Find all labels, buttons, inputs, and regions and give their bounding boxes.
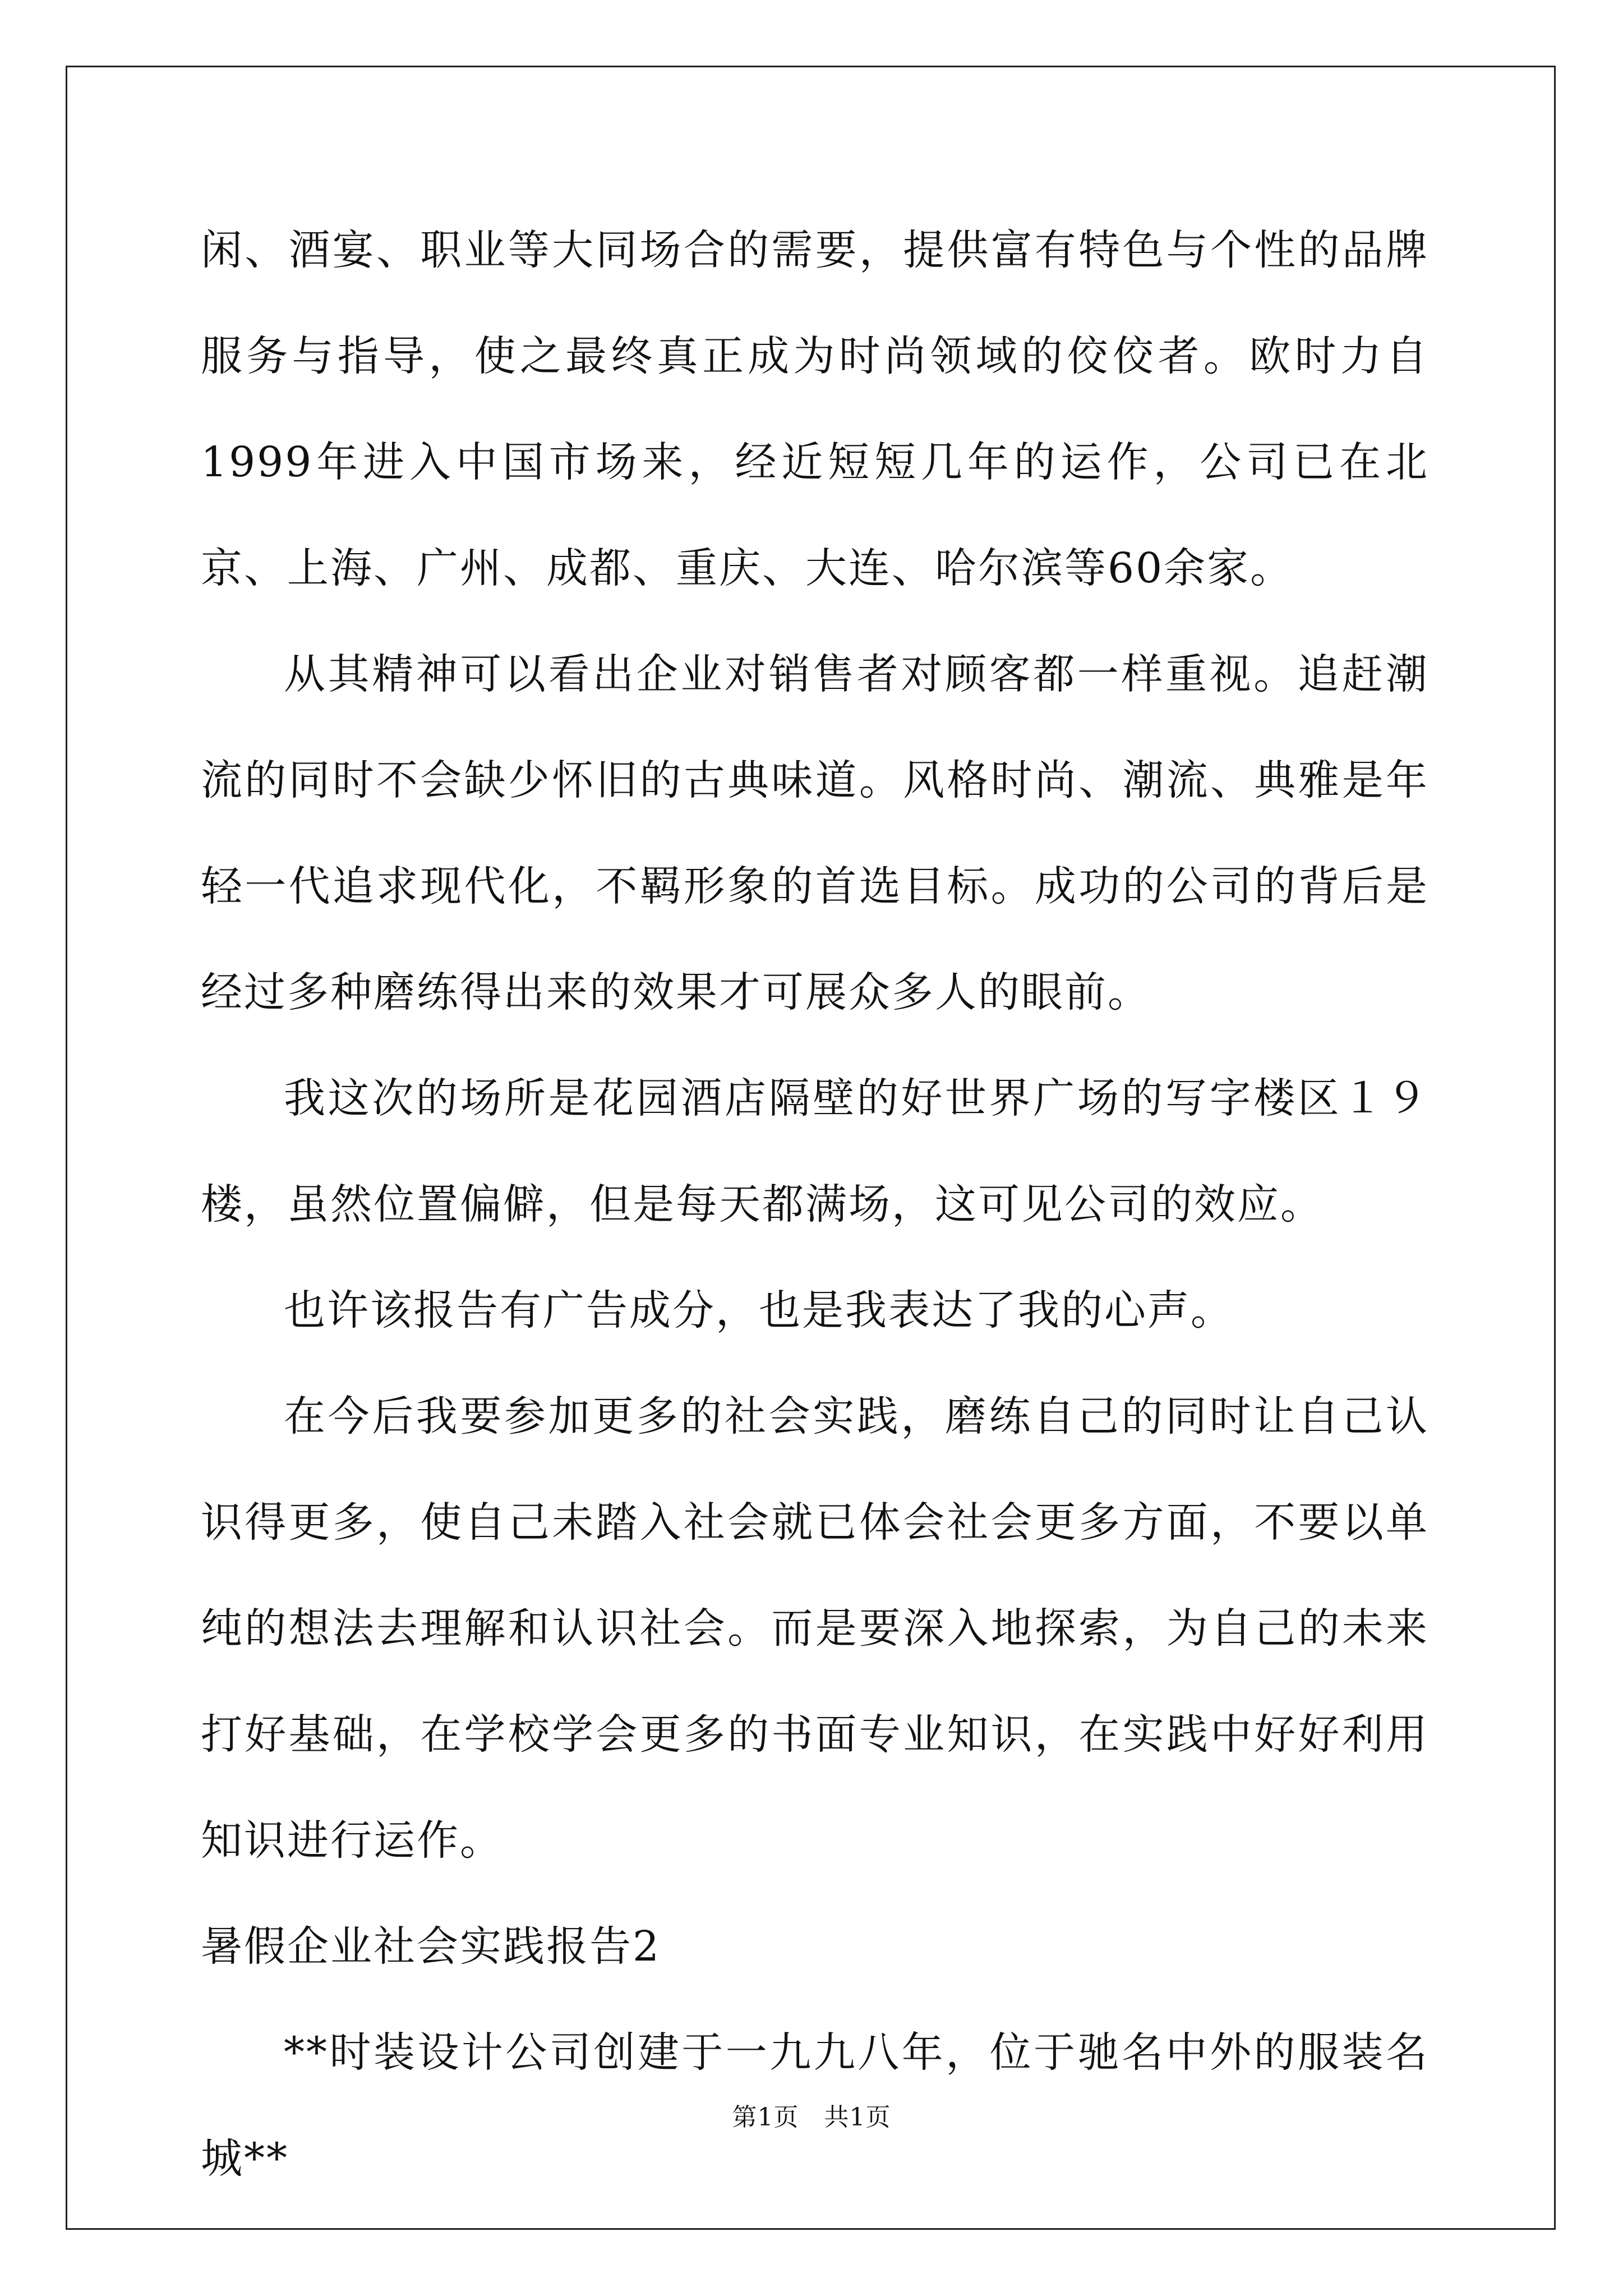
section-heading: 暑假企业社会实践报告2 — [201, 1922, 661, 1971]
paragraph-6: **时装设计公司创建于一九九八年，位于驰名中外的服装名城** — [201, 2028, 1429, 2183]
paragraph-3: 我这次的场所是花园酒店隔壁的好世界广场的写字楼区１９楼，虽然位置偏僻，但是每天都满场，这可见公司的效应。 — [201, 1074, 1429, 1228]
paragraph-4: 也许该报告有广告成分，也是我表达了我的心声。 — [284, 1286, 1234, 1335]
paragraph-2: 从其精神可以看出企业对销售者对顾客都一样重视。追赶潮流的同时不会缺少怀旧的古典味道。风格时尚、潮流、典雅是年轻一代追求现代化，不羁形象的首选目标。成功的公司的背后是经过多种磨练得出来的效果才可展众多人的眼前。 — [201, 650, 1429, 1016]
paragraph-5: 在今后我要参加更多的社会实践，磨练自己的同时让自己认识得更多，使自己未踏入社会就已体会社会更多方面，不要以单纯的想法去理解和认识社会。而是要深入地探索，为自己的未来打好基础，在学校学会更多的书面专业知识，在实践中好好利用知识进行运作。 — [201, 1392, 1429, 1865]
paragraph-1: 闲、酒宴、职业等大同场合的需要，提供富有特色与个性的品牌服务与指导，使之最终真正成为时尚领域的佼佼者。欧时力自1999年进入中国市场来，经近短短几年的运作，公司已在北京、上海、广州、成都、重庆、大连、哈尔滨等60余家。 — [201, 226, 1429, 592]
page-footer: 第1页 共1页 — [732, 2103, 891, 2132]
document-body — [201, 197, 1429, 2212]
